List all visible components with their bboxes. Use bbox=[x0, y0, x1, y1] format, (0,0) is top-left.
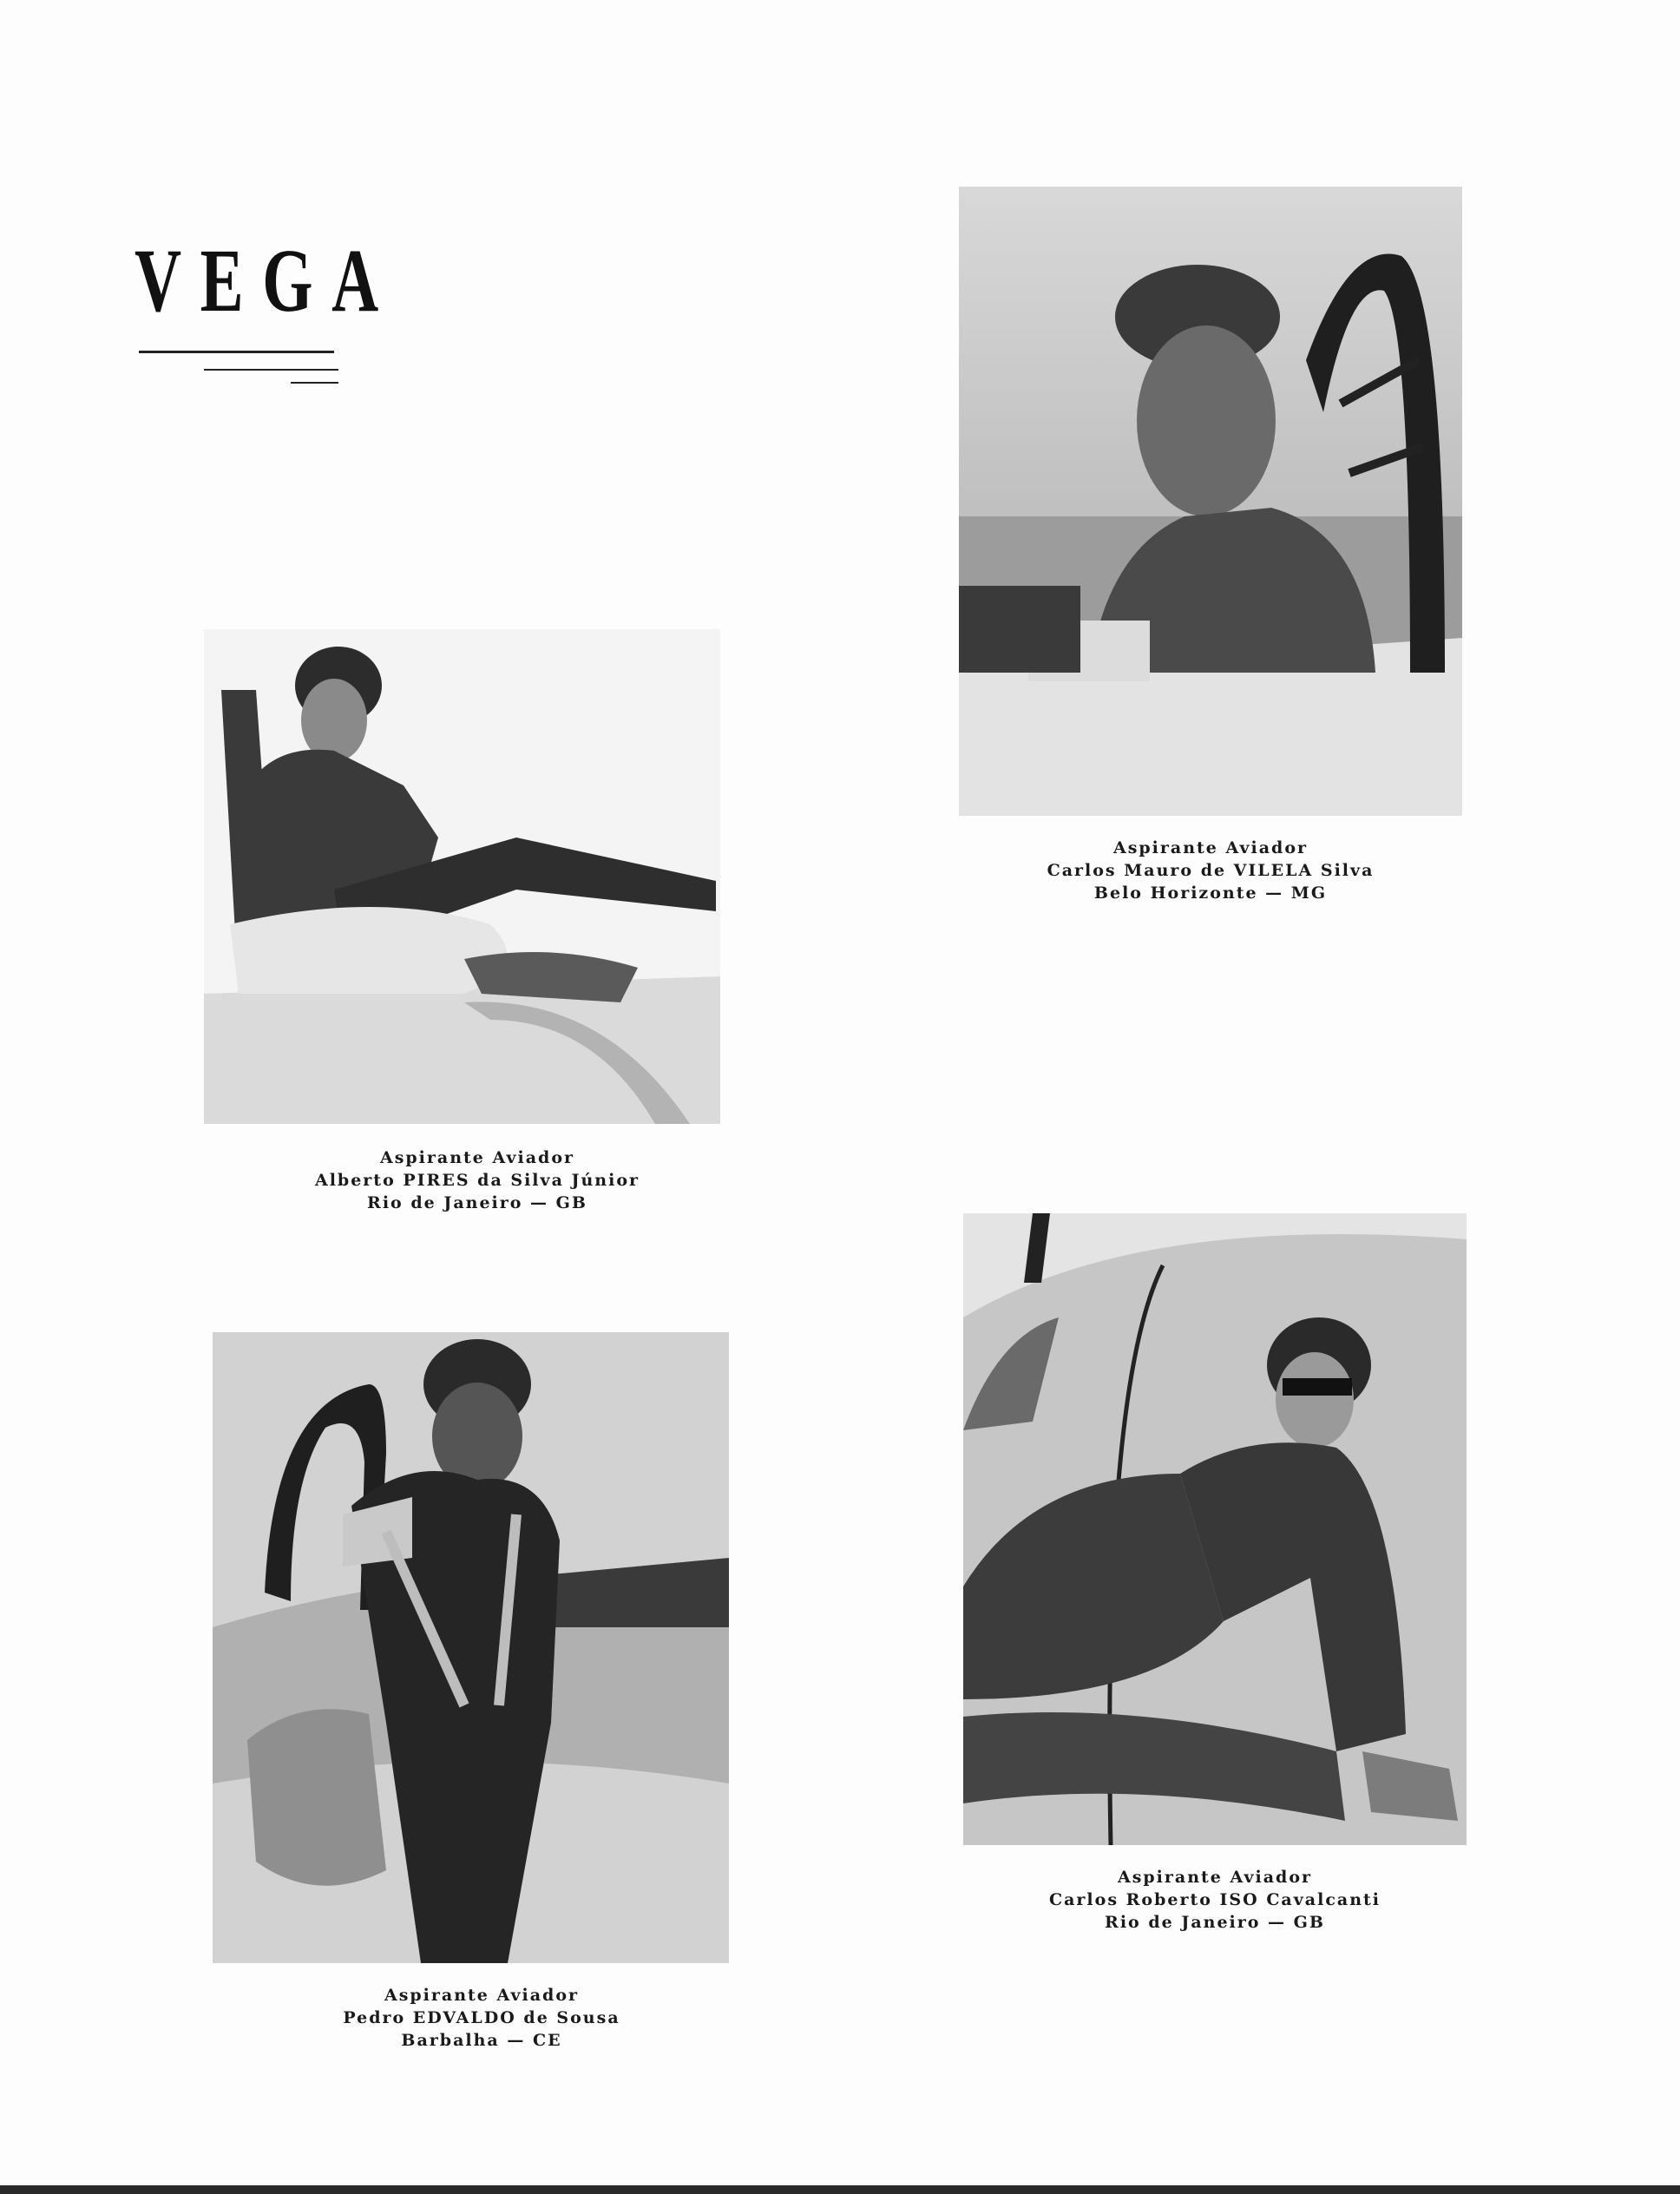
caption-name: Carlos Roberto ISO Cavalcanti bbox=[1048, 1890, 1381, 1909]
caption-origin: Rio de Janeiro — GB bbox=[367, 1193, 587, 1212]
title-rule-1 bbox=[139, 351, 334, 353]
title-rule-3 bbox=[291, 382, 338, 384]
caption-rank: Aspirante Aviador bbox=[1117, 1868, 1313, 1887]
page-title: VEGA bbox=[135, 231, 397, 331]
photo-vilela bbox=[959, 187, 1462, 816]
photo-pires bbox=[204, 629, 720, 1124]
caption-iso bbox=[911, 1866, 1519, 1934]
photo-iso bbox=[963, 1213, 1467, 1845]
caption-vilela bbox=[907, 837, 1514, 904]
caption-origin: Belo Horizonte — MG bbox=[1093, 884, 1328, 903]
caption-name: Alberto PIRES da Silva Júnior bbox=[314, 1171, 640, 1190]
caption-pires bbox=[174, 1146, 781, 1214]
caption-origin: Rio de Janeiro — GB bbox=[1105, 1913, 1325, 1932]
page-bottom-edge bbox=[0, 2185, 1680, 2194]
title-rule-2 bbox=[204, 369, 338, 371]
caption-rank: Aspirante Aviador bbox=[384, 1986, 580, 2005]
caption-name: Pedro EDVALDO de Sousa bbox=[343, 2008, 620, 2027]
photo-edvaldo bbox=[213, 1332, 729, 1963]
caption-edvaldo bbox=[178, 1984, 785, 2052]
caption-name: Carlos Mauro de VILELA Silva bbox=[1047, 861, 1375, 880]
caption-rank: Aspirante Aviador bbox=[1112, 838, 1309, 857]
caption-origin: Barbalha — CE bbox=[401, 2031, 562, 2050]
caption-rank: Aspirante Aviador bbox=[379, 1148, 575, 1167]
